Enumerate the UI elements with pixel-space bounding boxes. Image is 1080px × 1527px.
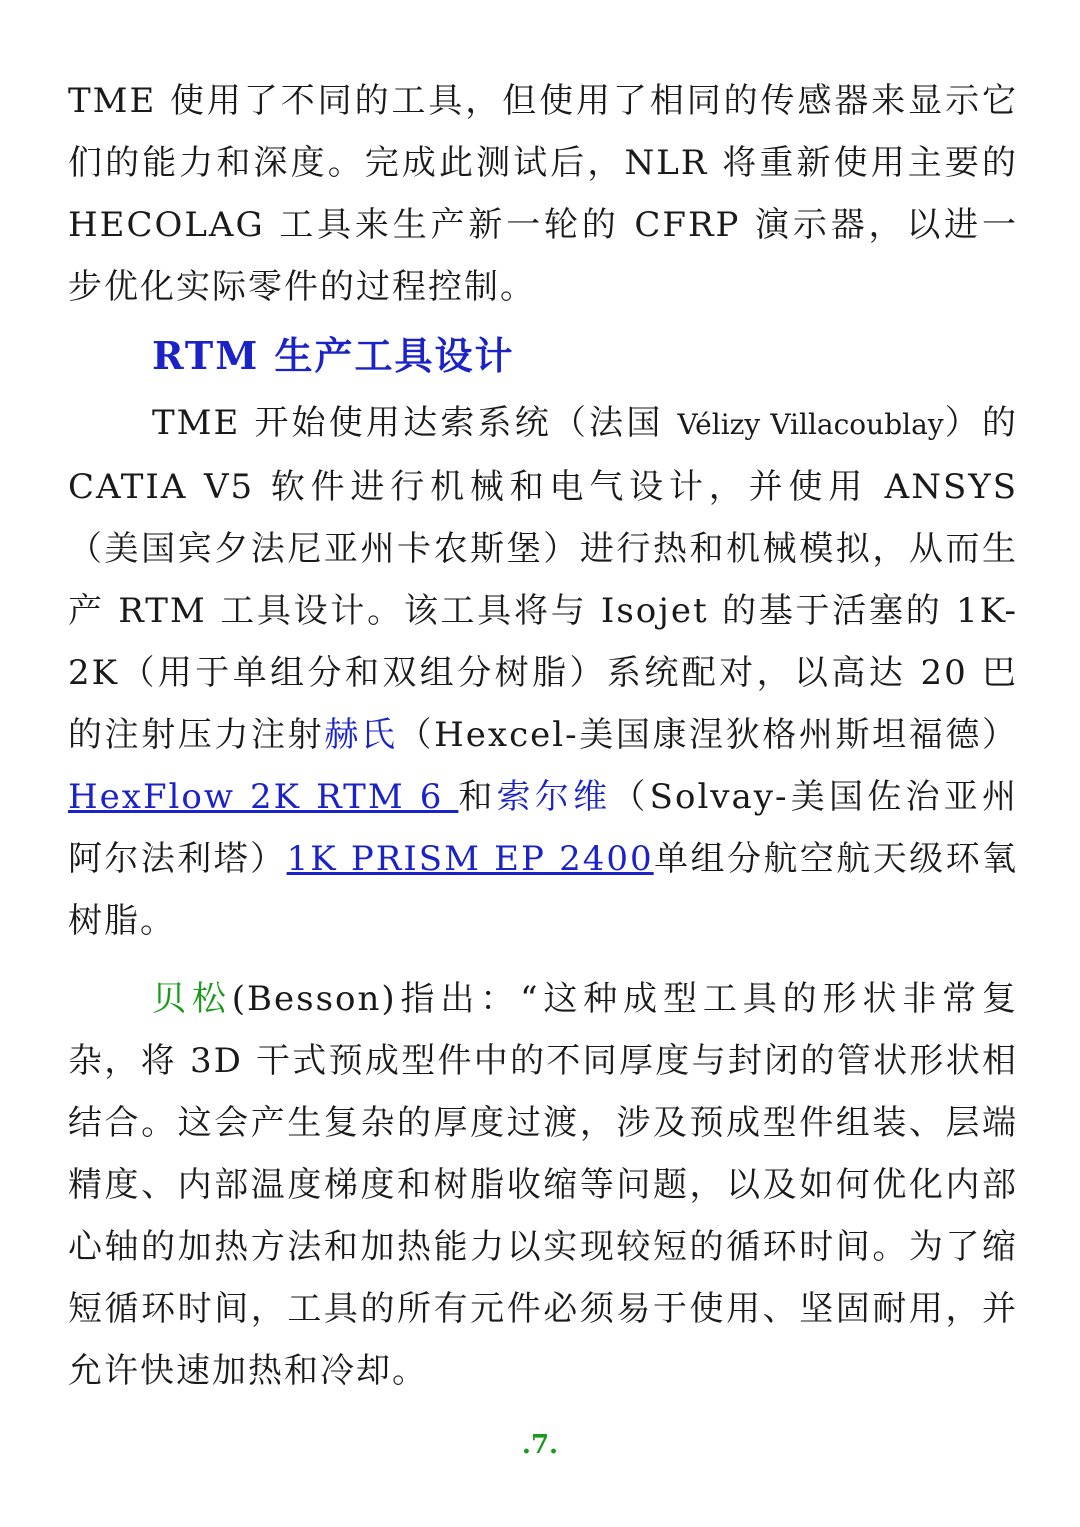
paragraph-2-text-3: （Hexcel-美国康涅狄格州斯坦福德） [397,715,1019,755]
paragraph-2-text-6: 单组分航空航天级环氧树脂。 [68,839,1019,941]
paragraph-2 [68,392,1018,952]
paragraph-1: TME 使用了不同的工具，但使用了相同的传感器来显示它们的能力和深度。完成此测试后，NLR 将重新使用主要的 HECOLAG 工具来生产新一轮的 CFRP 演示器，以进一步优化实际零件的过程控制。 [68,81,1018,307]
section-heading: RTM 生产工具设计 [152,333,515,378]
paragraph-3 [68,968,1018,1402]
paragraph-2-text-2: ）的 CATIA V5 软件进行机械和电气设计，并使用 ANSYS（美国宾夕法尼亚州卡农斯堡）进行热和机械模拟，从而生产 RTM 工具设计。该工具将与 Isojet 的基于活塞的 1K-2K（用于单组分和双组分树脂）系统配对，以高达 20 巴的注射压力注射 [68,403,1018,755]
paragraph-2-text-5: （Solvay-美国佐治亚州阿尔法利塔） [68,777,1019,879]
page-number: .7. [521,1430,559,1460]
speaker-name[interactable]: 贝松 [152,979,232,1019]
paragraph-2-text-1: TME 开始使用达索系统（法国 [152,403,678,443]
paragraph-2-text-4: 和 [458,777,497,817]
solvay-name[interactable]: 索尔维 [496,777,612,817]
article-body [68,70,1018,1402]
paragraph-3-text: (Besson)指出：“这种成型工具的形状非常复杂，将 3D 干式预成型件中的不同厚度与封闭的管状形状相结合。这会产生复杂的厚度过渡，涉及预成型件组装、层端精度、内部温度梯度和树脂收缩等问题，以及如何优化内部心轴的加热方法和加热能力以实现较短的循环时间。为了缩短循环时间，工具的所有元件必须易于使用、坚固耐用，并允许快速加热和冷却。 [68,979,1019,1391]
prism-link[interactable]: 1K PRISM EP 2400 [286,839,654,879]
hexcel-name[interactable]: 赫氏 [324,715,398,755]
hexflow-link[interactable]: HexFlow 2K RTM 6 [68,777,459,817]
place-name-velizy: Vélizy Villacoublay [677,408,944,441]
